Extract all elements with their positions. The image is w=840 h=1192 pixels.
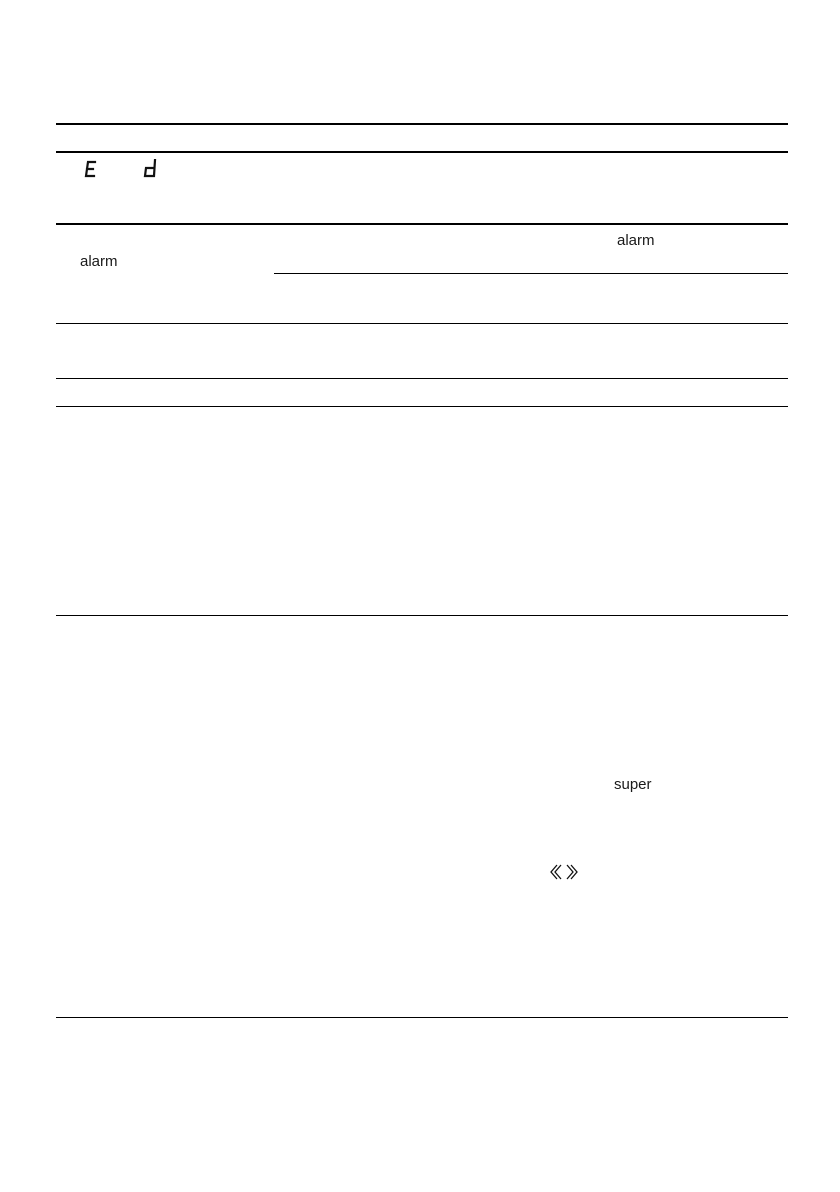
row-rule-4 [56, 406, 788, 407]
display-d-icon [143, 159, 157, 178]
display-e-icon [84, 160, 98, 178]
alarm-label-col3: alarm [617, 232, 655, 249]
double-chevron-left-right-icon [548, 862, 580, 882]
table-top-rule [56, 123, 788, 125]
table-bottom-rule [56, 1017, 788, 1018]
row-rule-1 [56, 223, 788, 225]
row-subrule-alarm [274, 273, 788, 274]
header-bottom-rule [56, 151, 788, 153]
super-label-col3: super [614, 776, 652, 793]
row-rule-3 [56, 378, 788, 379]
row-rule-2 [56, 323, 788, 324]
row-rule-5 [56, 615, 788, 616]
alarm-label-col1: alarm [80, 253, 118, 270]
